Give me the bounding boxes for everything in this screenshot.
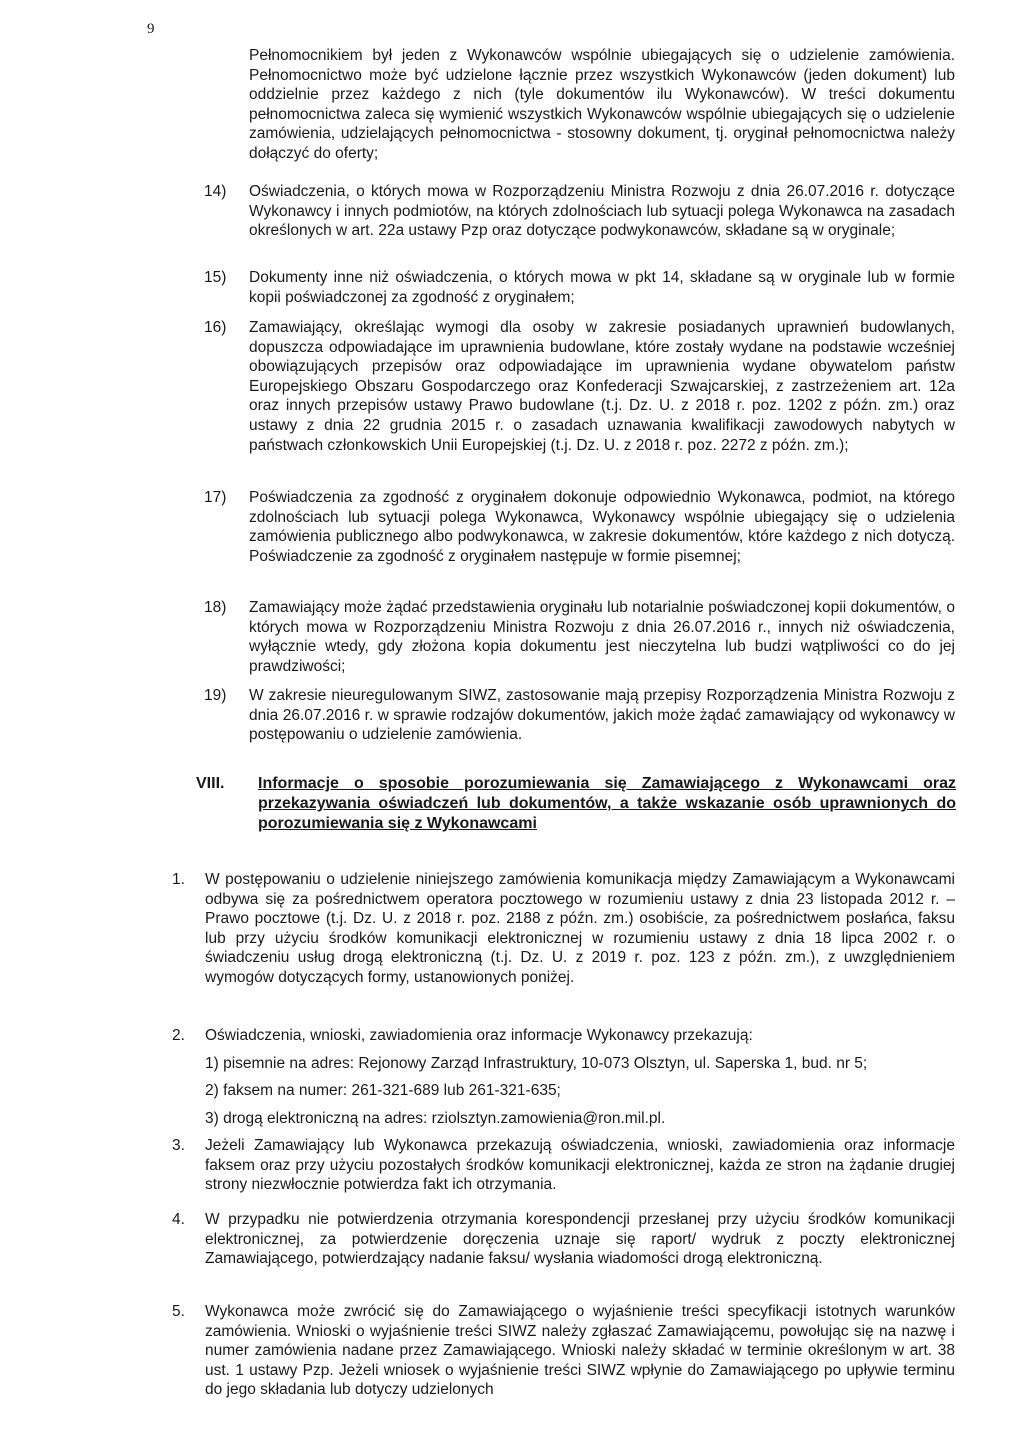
intro-paragraph: Pełnomocnikiem był jeden z Wykonawców wspólnie ubiegających się o udzielenie zamówienia. Pełnomocnictwo może być udzielone łącznie przez wszystkich Wykonawców (jeden dokument) lub oddzielnie przez każdego z nich (tyle dokumentów ilu Wykonawców). W treści dokumentu pełnomocnictwa zaleca się wymienić wszystkich Wykonawców wspólnie ubiegających się o udzielenie zamówienia, udzielających pełnomocnictwa - stosowny dokument, tj. oryginał pełnomocnictwa należy dołączyć do oferty; [249, 47, 955, 162]
section-heading [196, 774, 956, 834]
section-number: VIII. [196, 775, 225, 792]
numbered-item-number: 1. [172, 871, 185, 888]
numbered-item-number: 5. [172, 1303, 185, 1320]
list-item-text: Dokumenty inne niż oświadczenia, o których mowa w pkt 14, składane są w oryginale lub w formie kopii poświadczonej za zgodność z oryginałem; [249, 269, 955, 306]
numbered-item-number: 2. [172, 1027, 185, 1044]
list-item-text: Oświadczenia, o których mowa w Rozporządzeniu Ministra Rozwoju z dnia 26.07.2016 r. dotyczące Wykonawcy i innych podmiotów, na których zdolnościach lub sytuacji polega Wykonawca na zasadach określonych w art. 22a ustawy Pzp oraz dotyczące podwykonawców, składane są w oryginale; [249, 183, 955, 240]
address-item-2: 2) faksem na numer: 261-321-689 lub 261-321-635; [205, 1082, 561, 1099]
numbered-item-text: Wykonawca może zwrócić się do Zamawiającego o wyjaśnienie treści specyfikacji istotnych warunków zamówienia. Wnioski o wyjaśnienie treści SIWZ należy zgłaszać Zamawiającemu, powołując się na nazwę i numer zamówienia nadane przez Zamawiającego. Wnioski należy składać w terminie określonym w art. 38 ust. 1 ustawy Pzp. Jeżeli wniosek o wyjaśnienie treści SIWZ wpłynie do Zamawiającego po upływie terminu do jego składania lub dotyczy udzielonych [205, 1303, 955, 1399]
address-item-3: 3) drogą elektroniczną na adres: rziolsztyn.zamowienia@ron.mil.pl. [205, 1110, 666, 1127]
numbered-item-number: 4. [172, 1211, 185, 1228]
numbered-item-2 [172, 1026, 955, 1046]
page-number: 9 [147, 21, 155, 37]
list-item-text: Zamawiający może żądać przedstawienia oryginału lub notarialnie poświadczonej kopii dokumentów, o których mowa w Rozporządzeniu Ministra Rozwoju z dnia 26.07.2016 r., innych niż oświadczenia, wyłącznie wtedy, gdy złożona kopia dokumentu jest nieczytelna lub budzi wątpliwości co do jej prawdziwości; [249, 599, 955, 675]
numbered-item-1 [172, 870, 955, 988]
list-item-15 [204, 268, 955, 307]
numbered-item-text: Oświadczenia, wnioski, zawiadomienia oraz informacje Wykonawcy przekazują: [205, 1027, 753, 1044]
list-item-16 [204, 318, 955, 455]
list-item-number: 14) [204, 183, 227, 200]
list-item-number: 16) [204, 319, 227, 336]
list-item-number: 18) [204, 599, 227, 616]
list-item-number: 19) [204, 687, 227, 704]
address-item-1: 1) pisemnie na adres: Rejonowy Zarząd Infrastruktury, 10-073 Olsztyn, ul. Saperska 1, bud. nr 5; [205, 1055, 868, 1072]
list-item-19 [204, 686, 955, 745]
numbered-item-text: Jeżeli Zamawiający lub Wykonawca przekazują oświadczenia, wnioski, zawiadomienia oraz informacje faksem oraz przy użyciu pozostałych środków komunikacji elektronicznej, każda ze stron na żądanie drugiej strony niezwłocznie potwierdza fakt ich otrzymania. [205, 1137, 955, 1194]
numbered-item-text: W przypadku nie potwierdzenia otrzymania korespondencji przesłanej przy użyciu środków komunikacji elektronicznej, za potwierdzenie doręczenia uznaje się raport/ wydruk z poczty elektronicznej Zamawiającego, potwierdzający nadanie faksu/ wysłania wiadomości drogą elektroniczną. [205, 1211, 955, 1268]
list-item-18 [204, 598, 955, 676]
numbered-item-text: W postępowaniu o udzielenie niniejszego zamówienia komunikacja między Zamawiającym a Wykonawcami odbywa się za pośrednictwem operatora pocztowego w rozumieniu ustawy z dnia 23 listopada 2012 r. – Prawo pocztowe (t.j. Dz. U. z 2018 r. poz. 2188 z późn. zm.) osobiście, za pośrednictwem posłańca, faksu lub przy użyciu środków komunikacji elektronicznej w rozumieniu ustawy z dnia 18 lipca 2002 r. o świadczeniu usług drogą elektroniczną (t.j. Dz. U. z 2019 r. poz. 123 z późn. zm.), z uwzględnieniem wymogów dotyczących formy, ustanowionych poniżej. [205, 871, 955, 986]
section-title: Informacje o sposobie porozumiewania się Zamawiającego z Wykonawcami oraz przekazywania oświadczeń lub dokumentów, a także wskazanie osób uprawnionych do porozumiewania się z Wykonawcami [258, 775, 956, 832]
list-item-14 [204, 182, 955, 241]
list-item-number: 15) [204, 269, 227, 286]
list-item-text: W zakresie nieuregulowanym SIWZ, zastosowanie mają przepisy Rozporządzenia Ministra Rozwoju z dnia 26.07.2016 r. w sprawie rodzajów dokumentów, jakich może żądać zamawiający od wykonawcy w postępowaniu o udzielenie zamówienia. [249, 687, 955, 744]
list-item-text: Zamawiający, określając wymogi dla osoby w zakresie posiadanych uprawnień budowlanych, dopuszcza odpowiadające im uprawnienia budowlane, które zostały wydane na podstawie wcześniej obowiązujących przepisów oraz odpowiadające im uprawnienia wydane obywatelom państw Europejskiego Obszaru Gospodarczego oraz Konfederacji Szwajcarskiej, z zastrzeżeniem art. 12a oraz innych przepisów ustawy Prawo budowlane (t.j. Dz. U. z 2018 r. poz. 1202 z późn. zm.) oraz ustawy z dnia 22 grudnia 2015 r. o zasadach uznawania kwalifikacji zawodowych nabytych w państwach członkowskich Unii Europejskiej (t.j. Dz. U. z 2018 r. poz. 2272 z późn. zm.); [249, 319, 955, 454]
list-item-17 [204, 488, 955, 566]
list-item-number: 17) [204, 489, 227, 506]
list-item-text: Poświadczenia za zgodność z oryginałem dokonuje odpowiednio Wykonawca, podmiot, na którego zdolnościach lub sytuacji polega Wykonawca, Wykonawcy wspólnie ubiegający się o udzielenia zamówienia publicznego albo podwykonawca, w zakresie dokumentów, które każdego z nich dotyczą. Poświadczenie za zgodność z oryginałem następuje w formie pisemnej; [249, 489, 955, 565]
numbered-item-number: 3. [172, 1137, 185, 1154]
numbered-item-3 [172, 1136, 955, 1195]
numbered-item-4 [172, 1210, 955, 1269]
numbered-item-5 [172, 1302, 955, 1400]
